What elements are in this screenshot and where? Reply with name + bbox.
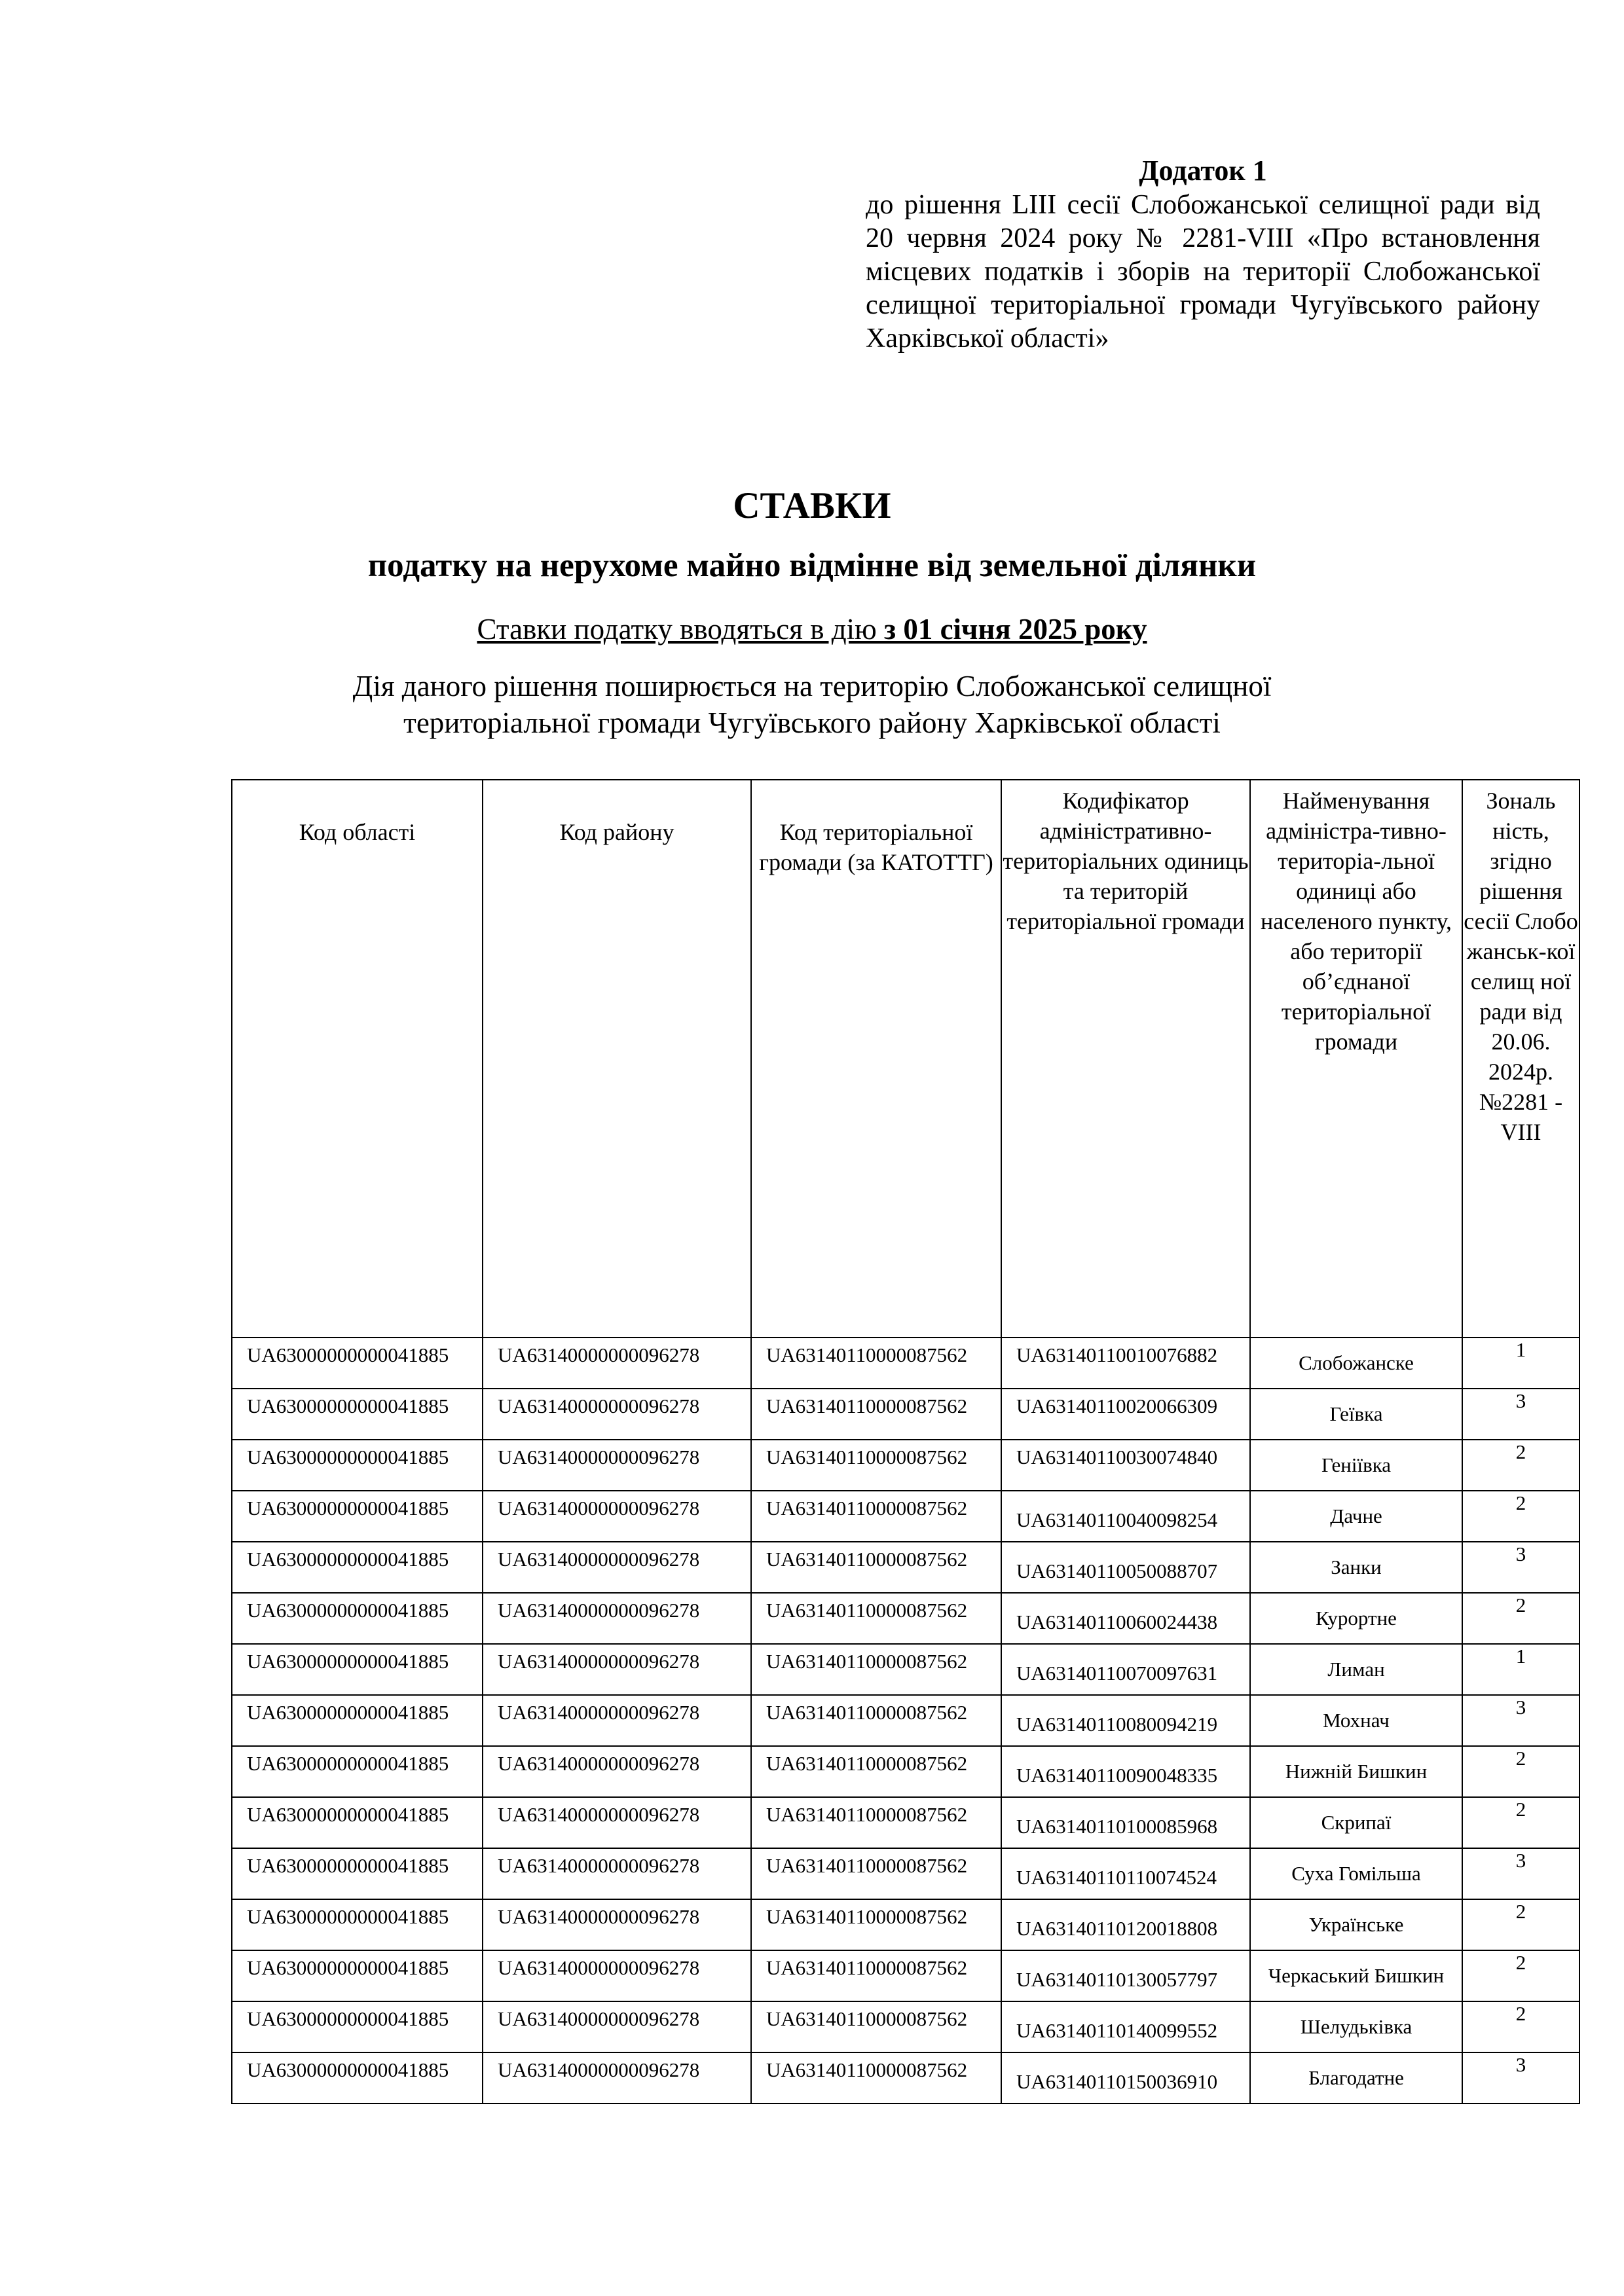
cell-codifier [1001, 1593, 1250, 1644]
cell-region-code [232, 1593, 483, 1644]
table-row [232, 2052, 1579, 2104]
cell-region-code [232, 1389, 483, 1440]
annex-block [866, 154, 1540, 355]
cell-codifier-value: UA63140110050088707 [1016, 1559, 1218, 1582]
cell-region-code [232, 1746, 483, 1797]
cell-region-code-value: UA63000000000041885 [247, 1599, 449, 1622]
cell-community-code-value: UA63140110000087562 [766, 1599, 968, 1622]
table-row [232, 1542, 1579, 1593]
cell-community-code [751, 1593, 1001, 1644]
cell-name: Українське [1250, 1899, 1462, 1950]
cell-codifier [1001, 1746, 1250, 1797]
cell-community-code [751, 1950, 1001, 2001]
cell-community-code [751, 1899, 1001, 1950]
annex-text: до рішення LIII сесії Слобожанської селищної ради від 20 червня 2024 року № 2281-VIII «Про встановлення місцевих податків і зборів на території Слобожанської селищної територіальної громади Чугуївського району Харківської області» [866, 190, 1540, 354]
cell-name: Черкаський Бишкин [1250, 1950, 1462, 2001]
cell-name: Лиман [1250, 1644, 1462, 1695]
cell-district-code-value: UA63140000000096278 [498, 1752, 700, 1775]
cell-codifier-value: UA63140110030074840 [1016, 1446, 1218, 1468]
cell-district-code [483, 1797, 751, 1848]
table-row [232, 1899, 1579, 1950]
cell-zone: 2 [1462, 1950, 1579, 2001]
cell-name: Суха Гомільша [1250, 1848, 1462, 1899]
cell-community-code [751, 1644, 1001, 1695]
table-row [232, 1440, 1579, 1491]
cell-codifier-value: UA63140110040098254 [1016, 1508, 1218, 1531]
rates-table [231, 779, 1580, 2104]
table-row [232, 2001, 1579, 2052]
cell-codifier [1001, 1338, 1250, 1389]
scope-line-2: територіальної громади Чугуївського району Харківської області [403, 706, 1221, 739]
cell-name: Благодатне [1250, 2052, 1462, 2104]
cell-name: Мохнач [1250, 1695, 1462, 1746]
cell-codifier-value: UA63140110140099552 [1016, 2019, 1218, 2042]
cell-zone: 3 [1462, 1389, 1579, 1440]
cell-region-code-value: UA63000000000041885 [247, 1394, 449, 1417]
effective-date-line [0, 612, 1624, 646]
cell-region-code [232, 1338, 483, 1389]
cell-zone: 1 [1462, 1644, 1579, 1695]
cell-region-code-value: UA63000000000041885 [247, 1803, 449, 1826]
cell-community-code-value: UA63140110000087562 [766, 1394, 968, 1417]
table-row [232, 1695, 1579, 1746]
cell-name: Геївка [1250, 1389, 1462, 1440]
cell-district-code-value: UA63140000000096278 [498, 1343, 700, 1366]
cell-community-code-value: UA63140110000087562 [766, 2007, 968, 2030]
cell-region-code [232, 1542, 483, 1593]
cell-district-code [483, 1491, 751, 1542]
cell-zone: 3 [1462, 1695, 1579, 1746]
cell-region-code-value: UA63000000000041885 [247, 1752, 449, 1775]
cell-codifier [1001, 1797, 1250, 1848]
scope-line-1: Дія даного рішення поширюється на територію Слобожанської селищної [352, 670, 1272, 702]
header-name: Найменування адміністра-тивно-територіа-льної одиниці або населеного пункту, або території об’єднаної територіальної громади [1250, 780, 1462, 1338]
cell-name: Нижній Бишкин [1250, 1746, 1462, 1797]
cell-codifier-value: UA63140110120018808 [1016, 1917, 1218, 1940]
table-row [232, 1848, 1579, 1899]
cell-name: Геніївка [1250, 1440, 1462, 1491]
cell-district-code [483, 1695, 751, 1746]
cell-community-code [751, 1338, 1001, 1389]
cell-codifier [1001, 1950, 1250, 2001]
cell-codifier [1001, 1848, 1250, 1899]
header-district-code: Код району [483, 780, 751, 1338]
cell-community-code [751, 1542, 1001, 1593]
cell-community-code-value: UA63140110000087562 [766, 1701, 968, 1724]
cell-district-code [483, 1440, 751, 1491]
cell-district-code [483, 1746, 751, 1797]
cell-codifier [1001, 1899, 1250, 1950]
cell-codifier-value: UA63140110110074524 [1016, 1866, 1217, 1889]
cell-region-code [232, 1899, 483, 1950]
cell-codifier [1001, 2001, 1250, 2052]
cell-community-code-value: UA63140110000087562 [766, 1956, 968, 1979]
cell-name: Дачне [1250, 1491, 1462, 1542]
cell-district-code-value: UA63140000000096278 [498, 1905, 700, 1928]
cell-district-code-value: UA63140000000096278 [498, 1599, 700, 1622]
cell-community-code-value: UA63140110000087562 [766, 2058, 968, 2081]
cell-name: Скрипаї [1250, 1797, 1462, 1848]
cell-name: Занки [1250, 1542, 1462, 1593]
table-row [232, 1338, 1579, 1389]
cell-district-code [483, 1644, 751, 1695]
cell-district-code-value: UA63140000000096278 [498, 1854, 700, 1877]
cell-zone: 3 [1462, 1848, 1579, 1899]
cell-region-code [232, 1695, 483, 1746]
cell-region-code-value: UA63000000000041885 [247, 1701, 449, 1724]
cell-region-code-value: UA63000000000041885 [247, 1854, 449, 1877]
cell-zone: 2 [1462, 1797, 1579, 1848]
cell-region-code [232, 1491, 483, 1542]
cell-region-code [232, 1644, 483, 1695]
cell-community-code-value: UA63140110000087562 [766, 1650, 968, 1673]
cell-zone: 2 [1462, 1899, 1579, 1950]
cell-district-code [483, 1338, 751, 1389]
cell-codifier-value: UA63140110020066309 [1016, 1394, 1218, 1417]
cell-name: Курортне [1250, 1593, 1462, 1644]
cell-community-code [751, 1491, 1001, 1542]
table-body [232, 1338, 1579, 2104]
cell-community-code [751, 2052, 1001, 2104]
cell-zone: 3 [1462, 2052, 1579, 2104]
cell-region-code-value: UA63000000000041885 [247, 1905, 449, 1928]
cell-district-code [483, 1950, 751, 2001]
cell-district-code [483, 2001, 751, 2052]
cell-codifier-value: UA63140110090048335 [1016, 1764, 1218, 1787]
cell-name: Шелудьківка [1250, 2001, 1462, 2052]
cell-district-code [483, 1389, 751, 1440]
cell-region-code [232, 1848, 483, 1899]
cell-codifier [1001, 1542, 1250, 1593]
annex-title: Додаток 1 [1139, 155, 1267, 187]
cell-district-code-value: UA63140000000096278 [498, 1956, 700, 1979]
cell-community-code [751, 1848, 1001, 1899]
effective-prefix: Ставки податку вводяться в дію [477, 613, 884, 646]
cell-zone: 2 [1462, 1440, 1579, 1491]
table-row [232, 1746, 1579, 1797]
cell-codifier [1001, 1389, 1250, 1440]
cell-district-code-value: UA63140000000096278 [498, 1803, 700, 1826]
cell-district-code-value: UA63140000000096278 [498, 1446, 700, 1468]
header-zone: Зональ ність, згідно рішення сесії Слобо жанськ-кої селищ ної ради від 20.06. 2024р. №2281 -VIII [1462, 780, 1579, 1338]
cell-district-code-value: UA63140000000096278 [498, 1497, 700, 1520]
header-codifier: Кодифікатор адміністративно-територіальних одиниць та територій територіальної громади [1001, 780, 1250, 1338]
cell-codifier [1001, 2052, 1250, 2104]
table-row [232, 1491, 1579, 1542]
cell-community-code [751, 1695, 1001, 1746]
table-row [232, 1644, 1579, 1695]
cell-community-code-value: UA63140110000087562 [766, 1752, 968, 1775]
cell-district-code-value: UA63140000000096278 [498, 1548, 700, 1571]
cell-region-code [232, 1440, 483, 1491]
cell-zone: 2 [1462, 1491, 1579, 1542]
cell-region-code [232, 2052, 483, 2104]
cell-community-code [751, 1389, 1001, 1440]
cell-district-code-value: UA63140000000096278 [498, 1701, 700, 1724]
cell-zone: 3 [1462, 1542, 1579, 1593]
cell-community-code-value: UA63140110000087562 [766, 1343, 968, 1366]
cell-district-code [483, 1542, 751, 1593]
cell-community-code-value: UA63140110000087562 [766, 1446, 968, 1468]
cell-codifier-value: UA63140110100085968 [1016, 1815, 1218, 1838]
cell-name: Слобожанске [1250, 1338, 1462, 1389]
cell-region-code-value: UA63000000000041885 [247, 1446, 449, 1468]
effective-date: з 01 січня 2025 року [884, 613, 1147, 646]
cell-community-code-value: UA63140110000087562 [766, 1854, 968, 1877]
cell-community-code [751, 1440, 1001, 1491]
cell-community-code [751, 1797, 1001, 1848]
table-row [232, 1950, 1579, 2001]
cell-district-code-value: UA63140000000096278 [498, 1394, 700, 1417]
table-row [232, 1389, 1579, 1440]
cell-zone: 2 [1462, 1593, 1579, 1644]
cell-region-code-value: UA63000000000041885 [247, 1650, 449, 1673]
cell-region-code-value: UA63000000000041885 [247, 1497, 449, 1520]
header-region-code: Код області [232, 780, 483, 1338]
cell-codifier-value: UA63140110130057797 [1016, 1968, 1218, 1991]
cell-community-code-value: UA63140110000087562 [766, 1548, 968, 1571]
cell-region-code-value: UA63000000000041885 [247, 2007, 449, 2030]
cell-district-code [483, 1899, 751, 1950]
table-row [232, 1593, 1579, 1644]
cell-district-code [483, 1593, 751, 1644]
table-row [232, 1797, 1579, 1848]
cell-codifier-value: UA63140110070097631 [1016, 1662, 1218, 1685]
header-community-code: Код територіальної громади (за КАТОТТГ) [751, 780, 1001, 1338]
scope-statement [0, 668, 1624, 741]
cell-region-code [232, 1950, 483, 2001]
cell-codifier-value: UA63140110080094219 [1016, 1713, 1218, 1736]
cell-zone: 1 [1462, 1338, 1579, 1389]
cell-region-code-value: UA63000000000041885 [247, 2058, 449, 2081]
cell-community-code [751, 2001, 1001, 2052]
cell-region-code [232, 1797, 483, 1848]
cell-district-code-value: UA63140000000096278 [498, 1650, 700, 1673]
cell-community-code [751, 1746, 1001, 1797]
cell-codifier [1001, 1491, 1250, 1542]
cell-district-code-value: UA63140000000096278 [498, 2058, 700, 2081]
document-title: СТАВКИ [733, 485, 891, 526]
cell-district-code [483, 1848, 751, 1899]
document-subtitle: податку на нерухоме майно відмінне від земельної ділянки [367, 547, 1257, 584]
cell-codifier-value: UA63140110060024438 [1016, 1611, 1218, 1633]
cell-codifier [1001, 1644, 1250, 1695]
cell-codifier-value: UA63140110010076882 [1016, 1343, 1218, 1366]
cell-district-code [483, 2052, 751, 2104]
table-header-row [232, 780, 1579, 1338]
cell-codifier [1001, 1440, 1250, 1491]
cell-region-code-value: UA63000000000041885 [247, 1548, 449, 1571]
cell-codifier [1001, 1695, 1250, 1746]
cell-codifier-value: UA63140110150036910 [1016, 2070, 1218, 2093]
cell-region-code [232, 2001, 483, 2052]
cell-community-code-value: UA63140110000087562 [766, 1497, 968, 1520]
cell-community-code-value: UA63140110000087562 [766, 1905, 968, 1928]
cell-region-code-value: UA63000000000041885 [247, 1343, 449, 1366]
cell-zone: 2 [1462, 2001, 1579, 2052]
cell-district-code-value: UA63140000000096278 [498, 2007, 700, 2030]
cell-region-code-value: UA63000000000041885 [247, 1956, 449, 1979]
cell-community-code-value: UA63140110000087562 [766, 1803, 968, 1826]
cell-zone: 2 [1462, 1746, 1579, 1797]
